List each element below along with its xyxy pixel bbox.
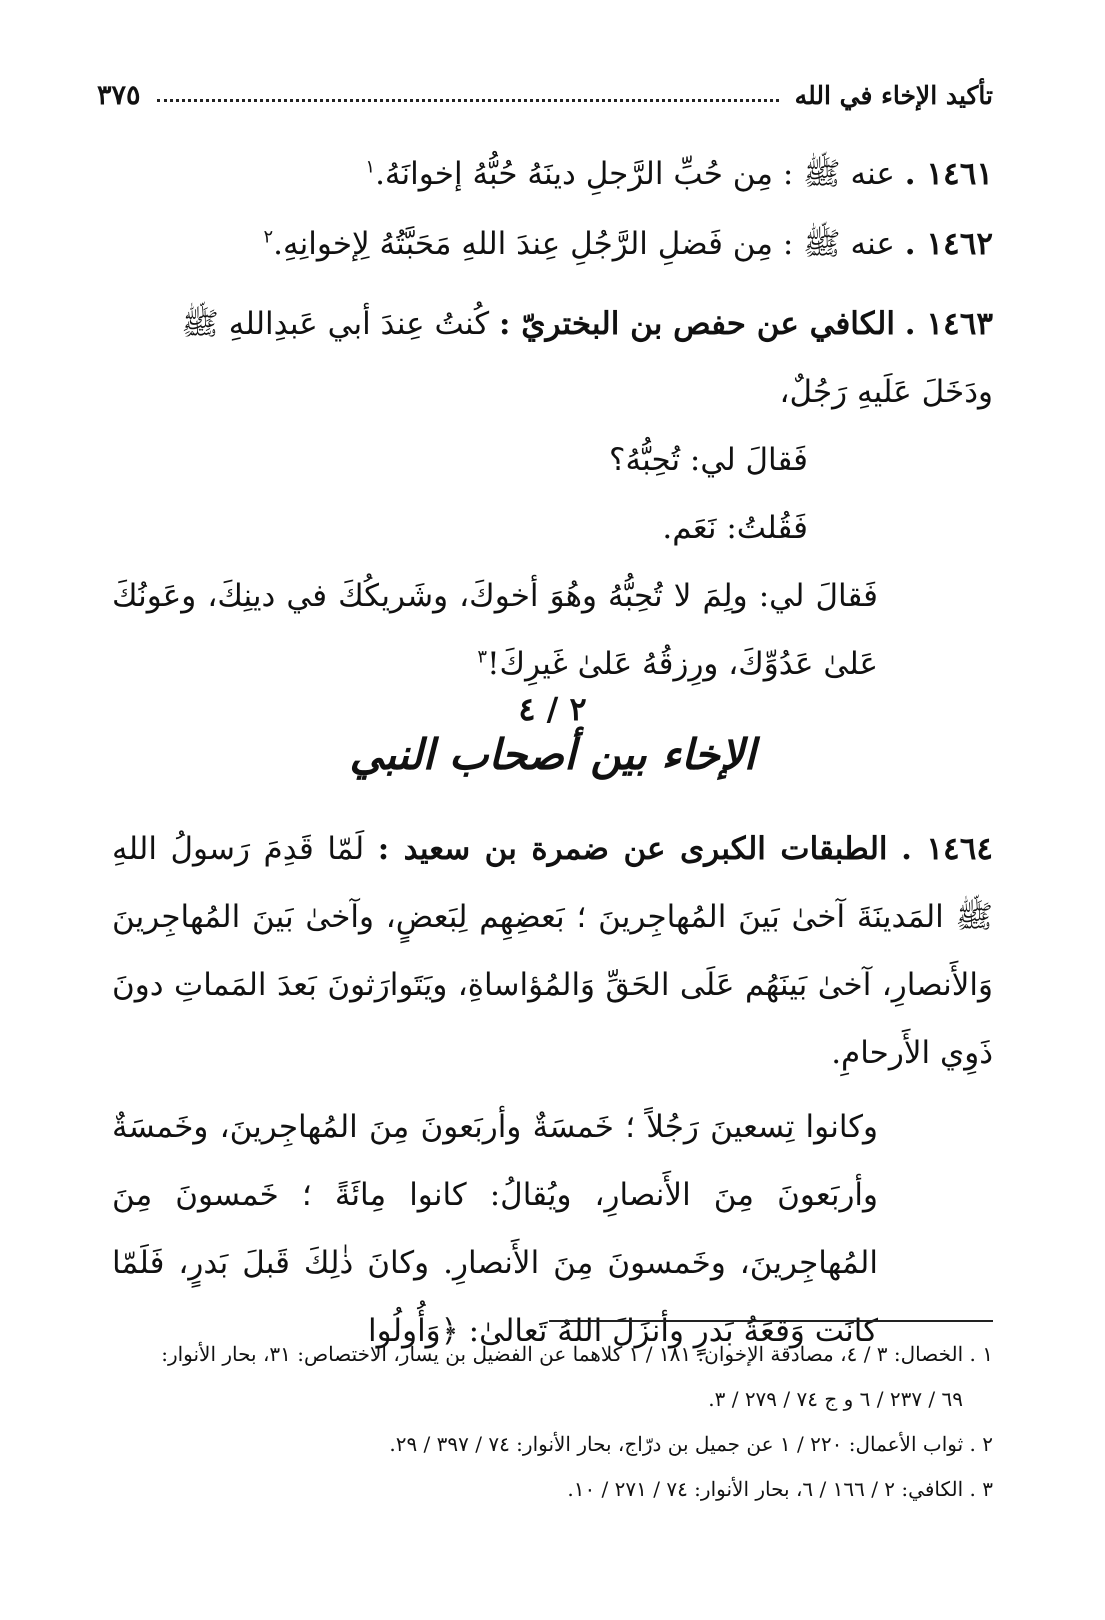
footnote-text: الكافي: ٢ / ١٦٦ / ٦، بحار الأنوار: ٧٤ / ٢٧١ / ١٠. bbox=[567, 1477, 964, 1501]
running-header bbox=[97, 70, 993, 120]
page-number: ٣٧٥ bbox=[97, 79, 141, 111]
footnote-text: الخصال: ٣ / ٤، مصادقة الإخوان: ١٨١ / ١ كلاهما عن الفضيل بن يسار، الاختصاص: ٣١، بحار الأنوار: bbox=[161, 1342, 964, 1366]
footnote-2 bbox=[112, 1422, 993, 1467]
hadith-text: كُنتُ عِندَ أبي عَبدِاللهِ ﷺ ودَخَلَ عَلَيهِ رَجُلٌ، bbox=[181, 306, 993, 410]
running-title: تأكيد الإخاء في الله bbox=[794, 80, 993, 110]
footnote-1-continuation: ٦٩ / ٢٣٧ / ٦ و ج ٧٤ / ٢٧٩ / ٣. bbox=[708, 1387, 963, 1411]
hadith-paragraph: وكانوا تِسعينَ رَجُلاً ؛ خَمسَةٌ وأربَعونَ مِنَ المُهاجِرينَ، وخَمسَةٌ وأربَعونَ مِنَ الأَنصارِ، ويُقالُ: كانوا مِائَةً ؛ خَمسونَ مِنَ المُهاجِرينَ، وخَمسونَ مِنَ الأَنصارِ. وكانَ ذٰلِكَ قَبلَ بَدرٍ، فَلَمّا كانَت وَقعَةُ بَدرٍ وأنزَلَ اللهُ تَعالىٰ: ﴿وَأُولُوا bbox=[112, 1109, 878, 1349]
hadith-number: ١٤٦١ . bbox=[904, 156, 993, 192]
footnote-ref[interactable]: ١ bbox=[365, 156, 376, 178]
chapter-number: ٢ / ٤ bbox=[518, 690, 587, 728]
footnote-label: ٢ . bbox=[969, 1432, 993, 1456]
hadith-text: عنه ﷺ : مِن حُبِّ الرَّجلِ دينَهُ حُبُّهُ إخوانَهُ. bbox=[375, 156, 895, 192]
footnote-3 bbox=[112, 1467, 993, 1512]
footnote-label: ١ . bbox=[969, 1342, 993, 1366]
hadith-number: ١٤٦٤ . bbox=[901, 831, 993, 867]
footnote-1 bbox=[112, 1332, 993, 1377]
footnote-separator bbox=[549, 1320, 993, 1322]
footnote-ref[interactable]: ٣ bbox=[477, 646, 488, 668]
hadith-source: الكافي عن حفص بن البختريّ : bbox=[498, 306, 895, 342]
hadith-1464 bbox=[112, 815, 993, 1365]
dialogue-line: فَقالَ لي: تُحِبُّهُ؟ bbox=[609, 442, 808, 478]
hadith-1462 bbox=[112, 210, 993, 278]
footnote-text: ثواب الأعمال: ٢٢٠ / ١ عن جميل بن درّاج، بحار الأنوار: ٧٤ / ٣٩٧ / ٢٩. bbox=[389, 1432, 964, 1456]
footnote-ref[interactable]: ٢ bbox=[263, 226, 274, 248]
dialogue-line: فَقالَ لي: ولِمَ لا تُحِبُّهُ وهُوَ أخوكَ، وشَريكُكَ في دينِكَ، وعَونُكَ عَلىٰ عَدُوِّكَ، ورِزقُهُ عَلىٰ غَيرِكَ! bbox=[112, 578, 878, 682]
footnotes bbox=[112, 1332, 993, 1512]
hadith-1463 bbox=[112, 290, 993, 698]
hadith-text: لَمّا قَدِمَ رَسولُ اللهِ ﷺ المَدينَةَ آخىٰ بَينَ المُهاجِرينَ ؛ بَعضِهِم لِبَعضٍ، وآخىٰ بَينَ المُهاجِرينَ وَالأَنصارِ، آخىٰ بَينَهُم عَلَى الحَقِّ وَالمُؤاساةِ، ويَتَوارَثونَ بَعدَ المَماتِ دونَ ذَوِي الأَرحامِ. bbox=[112, 831, 993, 1071]
hadith-number: ١٤٦٢ . bbox=[904, 226, 993, 262]
footnote-label: ٣ . bbox=[969, 1477, 993, 1501]
chapter-title: الإخاء بين أصحاب النبي bbox=[349, 730, 756, 779]
dialogue-line: فَقُلتُ: نَعَم. bbox=[662, 510, 808, 546]
hadith-source: الطبقات الكبرى عن ضمرة بن سعيد : bbox=[377, 831, 888, 867]
hadith-number: ١٤٦٣ . bbox=[904, 306, 993, 342]
header-dot-leader bbox=[157, 99, 779, 102]
hadith-text: عنه ﷺ : مِن فَضلِ الرَّجُلِ عِندَ اللهِ مَحَبَّتُهُ لِإخوانِهِ. bbox=[273, 226, 895, 262]
hadith-1461 bbox=[112, 140, 993, 208]
